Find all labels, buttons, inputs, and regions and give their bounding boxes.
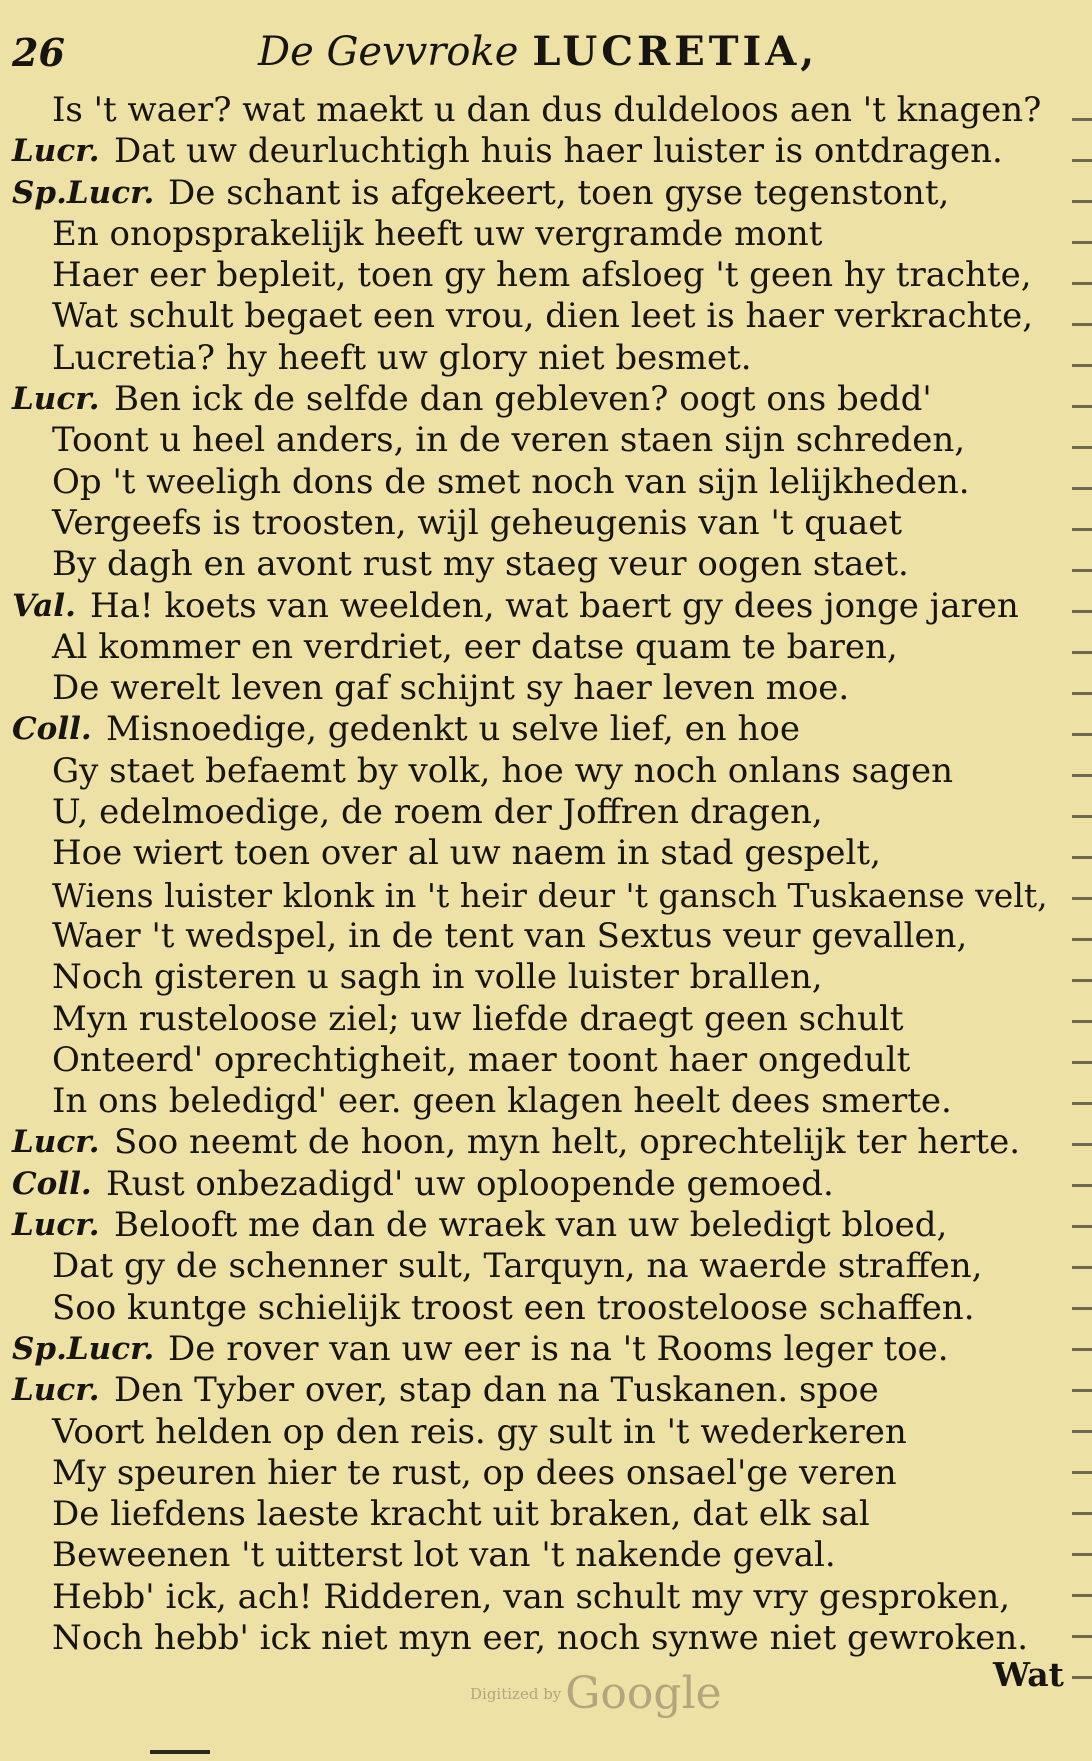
verse-text: Noch hebb' ick niet myn eer, noch synwe niet gewroken.: [52, 1617, 1029, 1658]
speaker-label: Val.: [12, 587, 76, 624]
verse-line: [12, 833, 1052, 874]
digitized-watermark: [470, 1668, 722, 1719]
verse-line: [12, 503, 1052, 544]
verse-line: [12, 1164, 1052, 1205]
verse-line: [12, 1081, 1052, 1122]
verse-text: Dat gy de schenner sult, Tarquyn, na waerde straffen,: [52, 1246, 983, 1287]
verse-line: [12, 1453, 1052, 1494]
verse-line: [12, 751, 1052, 792]
verse-text: Onteerd' oprechtigheit, maer toont haer ongedult: [52, 1039, 911, 1080]
verse-text: Wat schult begaet een vrou, dien leet is haer verkrachte,: [52, 296, 1034, 337]
verse-line: [12, 1246, 1052, 1287]
verse-text: Rust onbezadigd' uw oploopende gemoed.: [106, 1163, 834, 1204]
verse-text: Hoe wiert toen over al uw naem in stad gespelt,: [52, 833, 881, 874]
speaker-label: Coll.: [12, 711, 92, 748]
verse-line: [12, 131, 1052, 172]
speaker-label: Lucr.: [12, 133, 100, 170]
verse-line: [12, 586, 1052, 627]
verse-line: [12, 255, 1052, 296]
verse-text: U, edelmoedige, de roem der Joffren dragen,: [52, 792, 823, 833]
verse-text: Misnoedige, gedenkt u selve lief, en hoe: [106, 709, 800, 750]
verse-line: [12, 957, 1052, 998]
verse-text: Noch gisteren u sagh in volle luister brallen,: [52, 957, 823, 998]
verse-text: Ben ick de selfde dan gebleven? oogt ons bedd': [114, 379, 932, 420]
page-number: 26: [12, 30, 65, 75]
verse-block: [12, 90, 1052, 1659]
verse-line: [12, 709, 1052, 750]
verse-line: [12, 668, 1052, 709]
verse-text: Al kommer en verdriet, eer datse quam te baren,: [52, 626, 898, 667]
facing-page-edge: [1072, 90, 1092, 1690]
verse-text: Vergeefs is troosten, wijl geheugenis van 't quaet: [52, 502, 903, 543]
speaker-label: Lucr.: [12, 1207, 100, 1244]
running-header: [12, 26, 1032, 82]
verse-line: [12, 627, 1052, 668]
verse-text: Wiens luister klonk in 't heir deur 't gansch Tuskaense velt,: [52, 875, 1048, 915]
verse-text: De werelt leven gaf schijnt sy haer leven moe.: [52, 668, 850, 709]
verse-line: [12, 462, 1052, 503]
verse-line: [12, 1122, 1052, 1163]
verse-line: [12, 1040, 1052, 1081]
verse-text: Myn rusteloose ziel; uw liefde draegt geen schult: [52, 998, 904, 1039]
verse-text: En onopsprakelijk heeft uw vergramde mont: [52, 213, 823, 254]
verse-text: Op 't weeligh dons de smet noch van sijn lelijkheden.: [52, 461, 970, 502]
verse-text: Belooft me dan de wraek van uw beledigt bloed,: [114, 1205, 948, 1246]
verse-text: Beweenen 't uitterst lot van 't nakende geval.: [52, 1535, 836, 1576]
verse-line: [12, 999, 1052, 1040]
verse-line: [12, 214, 1052, 255]
verse-line: [12, 1412, 1052, 1453]
verse-line: [12, 1618, 1052, 1659]
verse-text: Toont u heel anders, in de veren staen sijn schreden,: [52, 420, 966, 461]
verse-text: De rover van uw eer is na 't Rooms leger toe.: [168, 1328, 949, 1369]
title-caps: LUCRETIA,: [532, 28, 819, 75]
verse-text: Soo neemt de hoon, myn helt, oprechtelijk ter herte.: [114, 1122, 1020, 1163]
verse-text: Lucretia? hy heeft uw glory niet besmet.: [52, 337, 752, 378]
verse-line: [12, 1535, 1052, 1576]
verse-text: Voort helden op den reis. gy sult in 't wederkeren: [52, 1411, 907, 1452]
google-logo-text: Google: [565, 1668, 722, 1719]
verse-text: Dat uw deurluchtigh huis haer luister is ontdragen.: [114, 131, 1003, 172]
verse-text: Gy staet befaemt by volk, hoe wy noch onlans sagen: [52, 750, 953, 791]
verse-line: [12, 792, 1052, 833]
verse-line: [12, 1205, 1052, 1246]
catchword: Wat: [993, 1655, 1064, 1694]
verse-line: [12, 379, 1052, 420]
verse-text: Waer 't wedspel, in de tent van Sextus veur gevallen,: [52, 915, 968, 956]
verse-text: De schant is afgekeert, toen gyse tegenstont,: [168, 172, 950, 213]
verse-line: [12, 1577, 1052, 1618]
speaker-label: Lucr.: [12, 1124, 100, 1161]
verse-text: Ha! koets van weelden, wat baert gy dees jonge jaren: [90, 585, 1019, 626]
running-title: [258, 28, 818, 75]
verse-line: [12, 1370, 1052, 1411]
watermark-prefix: Digitized by: [470, 1684, 562, 1703]
speaker-label: Sp.Lucr.: [12, 1330, 155, 1367]
verse-line: [12, 420, 1052, 461]
verse-line: [12, 544, 1052, 585]
verse-line: [12, 875, 1052, 916]
speaker-label: Lucr.: [12, 1372, 100, 1409]
bottom-rule: [150, 1750, 210, 1754]
verse-text: De liefdens laeste kracht uit braken, dat elk sal: [52, 1494, 870, 1535]
verse-line: [12, 1288, 1052, 1329]
verse-text: By dagh en avont rust my staeg veur oogen staet.: [52, 544, 909, 585]
verse-line: [12, 338, 1052, 379]
verse-line: [12, 1494, 1052, 1535]
title-italic: De Gevvroke: [258, 29, 519, 75]
speaker-label: Coll.: [12, 1165, 92, 1202]
verse-text: In ons beledigd' eer. geen klagen heelt dees smerte.: [52, 1081, 952, 1122]
verse-line: [12, 1329, 1052, 1370]
verse-text: Hebb' ick, ach! Ridderen, van schult my vry gesproken,: [52, 1576, 1011, 1617]
verse-line: [12, 173, 1052, 214]
verse-text: Den Tyber over, stap dan na Tuskanen. spoe: [114, 1370, 879, 1411]
verse-text: Haer eer bepleit, toen gy hem afsloeg 't geen hy trachte,: [52, 255, 1032, 296]
speaker-label: Sp.Lucr.: [12, 174, 155, 211]
verse-text: My speuren hier te rust, op dees onsael'ge veren: [52, 1452, 897, 1493]
verse-line: [12, 916, 1052, 957]
verse-line: [12, 296, 1052, 337]
verse-text: Soo kuntge schielijk troost een troosteloose schaffen.: [52, 1287, 975, 1328]
verse-text: Is 't waer? wat maekt u dan dus duldeloos aen 't knagen?: [52, 90, 1042, 130]
verse-line: [12, 90, 1052, 131]
speaker-label: Lucr.: [12, 381, 100, 418]
